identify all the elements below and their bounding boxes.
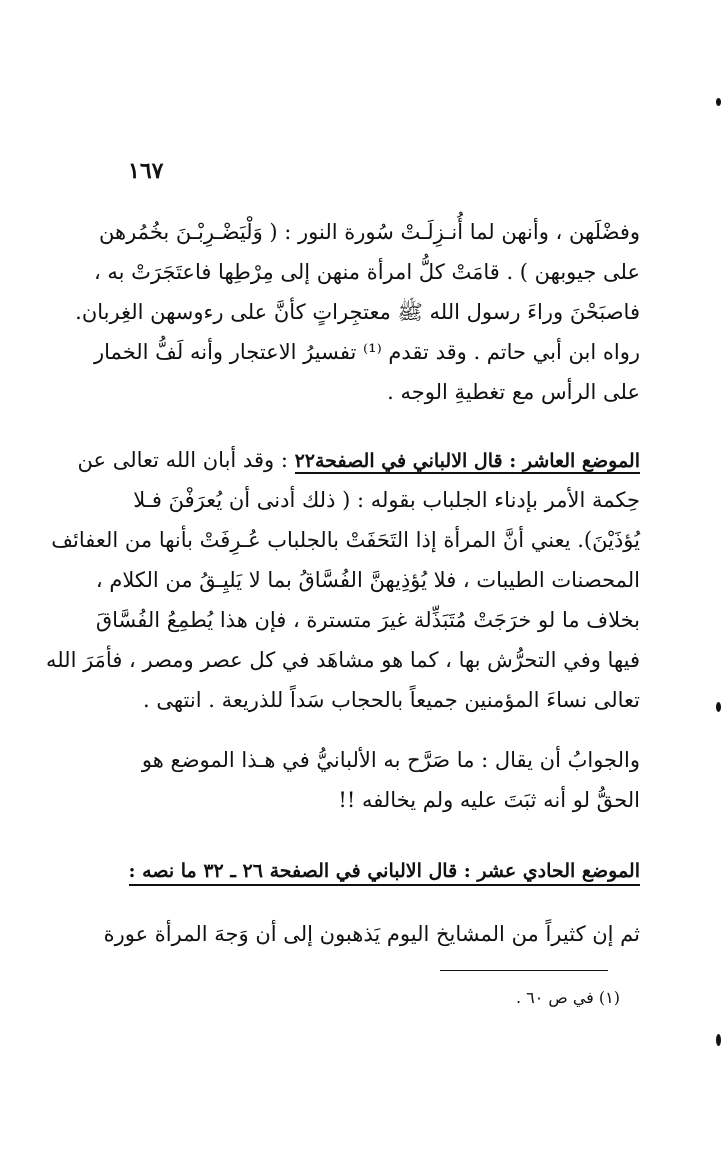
text-line: على جيوبهن ) . قامَتْ كلُّ امرأة منهن إلى مِرْطِها فاعتَجَرَتْ به ، [93,260,640,284]
footnote-rule [440,970,608,971]
heading-10-title: الموضع العاشر : قال الالباني في الصفحة٢٢ [294,450,640,472]
heading-11-title: الموضع الحادي عشر : قال الالباني في الصفحة ٢٦ ـ ٣٢ ما نصه : [129,860,640,886]
text-line: بخلاف ما لو خرَجَتْ مُتَبَذِّلة غيرَ متسترة ، فإن هذا يُطمِعُ الفُسَّاقَ [95,608,640,632]
text-line: فيها وفي التحرُّش بها ، كما هو مشاهَد في كل عصر ومصر ، فأمَرَ الله [45,648,640,672]
text-line: رواه ابن أبي حاتم . وقد تقدم ⁽¹⁾ تفسيرُ الاعتجار وأنه لَفُّ الخمار [94,340,640,364]
text-line: الحقُّ لو أنه ثبَتَ عليه ولم يخالفه !! [338,788,640,812]
section-heading-11 [100,856,640,886]
text-line: والجوابُ أن يقال : ما صَرَّح به الألبانيُّ في هـذا الموضع هو [141,748,640,772]
text-line: على الرأس مع تغطيةِ الوجه . [387,380,640,404]
margin-mark [716,702,721,712]
margin-mark [716,98,721,106]
section-heading-10 [77,440,640,481]
text-line: يُؤذَيْنَ). يعني أنَّ المرأة إذا التَحَفَتْ بالجلباب عُـرِفَتْ بأنها من العفائف [51,528,640,552]
paragraph-4 [100,914,640,954]
text-line: تعالى نساءَ المؤمنين جميعاً بالحجاب سَداً للذريعة . انتهى . [143,688,640,712]
text-line: ثم إن كثيراً من المشايخ اليوم يَذهبون إلى أن وَجهَ المرأة عورة [103,922,640,946]
footnote: (١) في ص ٦٠ . [515,988,620,1007]
text-line: وفضْلَهن ، وأنهن لما أُنـزِلَـتْ سُورة النور : ( وَلْيَضْـرِبْـنَ بخُمُرهن [99,220,640,244]
text-line: المحصنات الطيبات ، فلا يُؤذِيهنَّ الفُسَّاقُ بما لا يَليِـقُ من الكلام ، [95,568,640,592]
paragraph-3 [100,740,640,820]
paragraph-2 [45,480,640,720]
text-line: فاصبَحْنَ وراءَ رسول الله ﷺ معتجِراتٍ كأنَّ على رءوسهن الغِربان. [75,300,640,324]
margin-mark [716,1034,721,1046]
paragraph-1 [75,212,640,412]
heading-10-continuation: : وقد أبان الله تعالى عن [77,448,295,472]
page-number: ١٦٧ [128,158,164,184]
text-line: حِكمة الأمر بإدناء الجلباب بقوله : ( ذلك أدنى أن يُعرَفْنَ فـلا [133,488,640,512]
